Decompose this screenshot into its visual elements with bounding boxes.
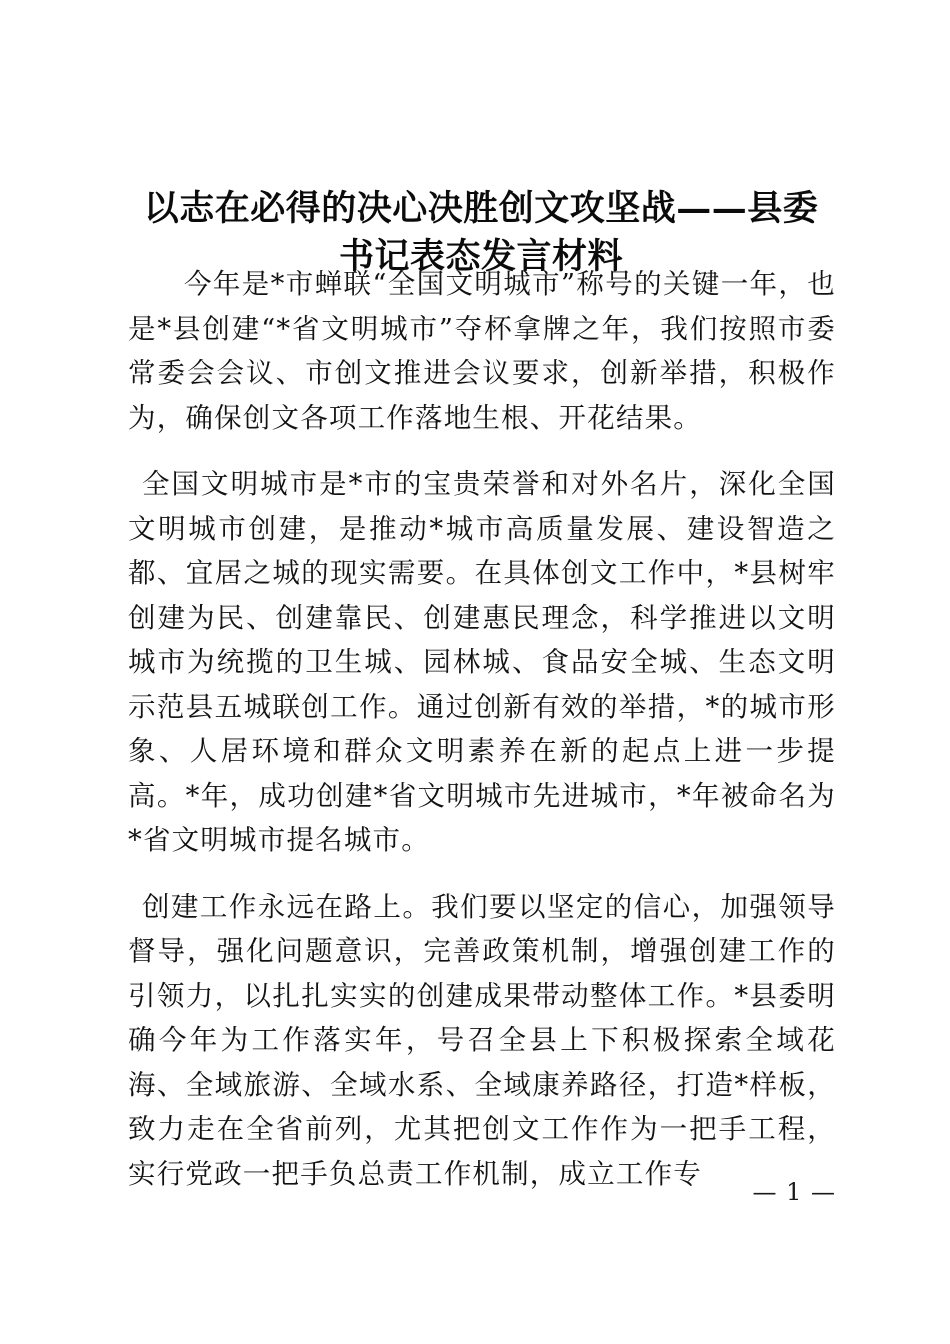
body-paragraph-3: 创建工作永远在路上。我们要以坚定的信心，加强领导督导，强化问题意识，完善政策机制，增强创建工作的引领力，以扎扎实实的创建成果带动整体工作。*县委明确今年为工作落实年，号召全县上下积极探索全域花海、全域旅游、全域水系、全域康养路径，打造*样板，致力走在全省前列，尤其把创文工作作为一把手工程，实行党政一把手负总责工作机制，成立工作专 — [128, 890, 836, 1190]
document-body — [128, 262, 836, 1196]
body-paragraph-2: 全国文明城市是*市的宝贵荣誉和对外名片，深化全国文明城市创建，是推动*城市高质量发展、建设智造之都、宜居之城的现实需要。在具体创文工作中，*县树牢创建为民、创建靠民、创建惠民理念，科学推进以文明城市为统揽的卫生城、园林城、食品安全城、生态文明示范县五城联创工作。通过创新有效的举措，*的城市形象、人居环境和群众文明素养在新的起点上进一步提高。*年，成功创建*省文明城市先进城市，*年被命名为*省文明城市提名城市。 — [128, 468, 836, 856]
page-number: — 1 — — [752, 1178, 836, 1206]
body-paragraph-1: 今年是*市蝉联“全国文明城市”称号的关键一年，也是*县创建“*省文明城市”夺杯拿牌之年，我们按照市委常委会会议、市创文推进会议要求，创新举措，积极作为，确保创文各项工作落地生根、开花结果。 — [128, 268, 836, 434]
page-title: 以志在必得的决心决胜创文攻坚战——县委书记表态发言材料 — [143, 188, 819, 278]
